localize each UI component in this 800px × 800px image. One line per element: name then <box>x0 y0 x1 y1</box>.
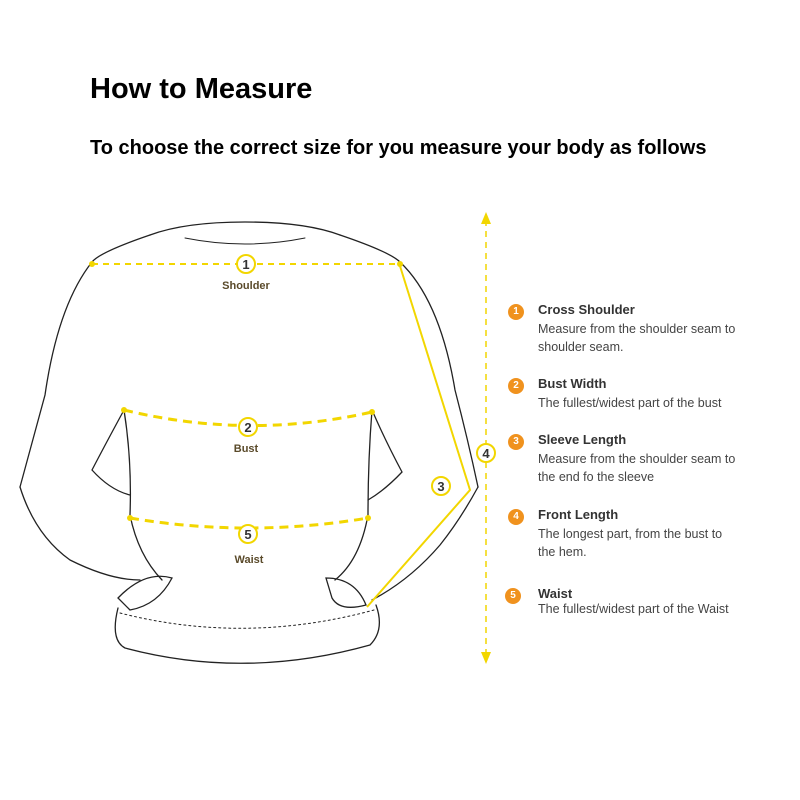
waist-label: Waist <box>234 554 264 566</box>
left-underarm <box>92 410 130 495</box>
shoulder-label: Shoulder <box>222 280 270 292</box>
body-left-edge <box>20 235 150 487</box>
page-subtitle: To choose the correct size for you measure your body as follows <box>90 137 707 159</box>
legend-badge-3: 3 <box>508 434 524 450</box>
marker-4-number: 4 <box>482 446 490 461</box>
right-inner-body <box>335 410 372 580</box>
right-cuff <box>326 578 366 607</box>
measurement-dots <box>89 261 403 521</box>
hem-band <box>115 605 379 663</box>
hem-seam <box>120 610 374 628</box>
legend-description: Measure from the shoulder seam to shoulder seam. <box>538 322 736 354</box>
marker-3-number: 3 <box>437 479 445 494</box>
legend-item-front-length <box>508 507 768 563</box>
bust-label: Bust <box>233 443 259 455</box>
waist-left-dot <box>127 515 133 521</box>
number-markers <box>237 255 495 543</box>
marker-1 <box>237 255 255 273</box>
neckline-inner <box>185 238 305 244</box>
legend-title: Cross Shoulder <box>538 302 635 317</box>
arrow-up-icon <box>481 212 491 224</box>
marker-2 <box>239 418 257 436</box>
shoulder-right-dot <box>397 261 403 267</box>
legend-badge-2: 2 <box>508 378 524 394</box>
legend-title: Waist <box>538 586 573 601</box>
legend-description: The fullest/widest part of the Waist <box>538 602 729 616</box>
legend-description: Measure from the shoulder seam to the end fo the sleeve <box>538 452 736 484</box>
left-sleeve-lower <box>20 487 140 580</box>
legend-title: Bust Width <box>538 376 607 391</box>
marker-3 <box>432 477 450 495</box>
legend-item-sleeve-length <box>508 432 768 488</box>
legend-item-bust-width <box>508 376 768 416</box>
page-title: How to Measure <box>90 73 313 105</box>
legend-badge-5: 5 <box>505 588 521 604</box>
left-cuff <box>118 576 172 610</box>
legend-title: Sleeve Length <box>538 432 627 447</box>
marker-5-number: 5 <box>244 527 252 542</box>
sleeve-line <box>367 266 470 607</box>
legend-description: The fullest/widest part of the bust <box>538 396 722 410</box>
bust-right-dot <box>369 409 375 415</box>
right-underarm <box>368 410 402 500</box>
legend-description: The longest part, from the bust to the hem. <box>538 527 723 559</box>
collar <box>150 222 340 235</box>
measurement-lines <box>92 220 486 658</box>
legend-badge-4: 4 <box>508 509 524 525</box>
marker-4 <box>477 444 495 462</box>
bust-left-dot <box>121 407 127 413</box>
shoulder-left-dot <box>89 261 95 267</box>
legend-item-waist <box>505 586 765 626</box>
waist-right-dot <box>365 515 371 521</box>
arrow-down-icon <box>481 652 491 664</box>
marker-5 <box>239 525 257 543</box>
legend-title: Front Length <box>538 507 619 522</box>
marker-1-number: 1 <box>242 257 250 272</box>
legend-item-cross-shoulder <box>508 302 768 358</box>
marker-2-number: 2 <box>244 420 252 435</box>
legend-badge-1: 1 <box>508 304 524 320</box>
